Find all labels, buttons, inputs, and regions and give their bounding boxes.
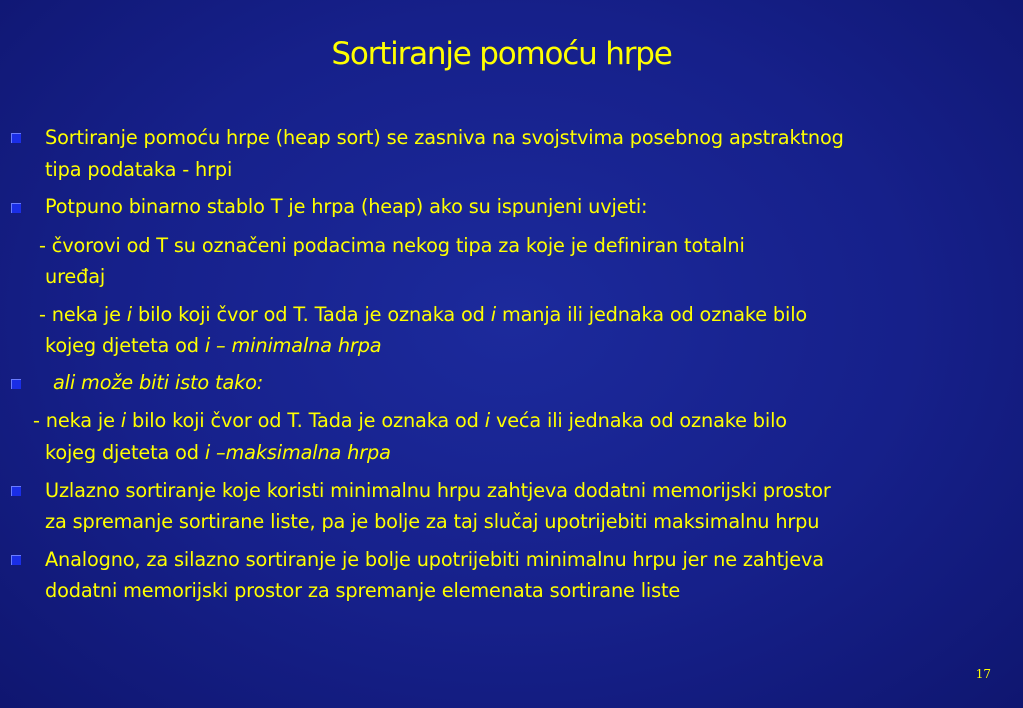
bullet-square-icon bbox=[11, 379, 21, 389]
bullet-4-line-2: za spremanje sortirane liste, pa je bolje za taj slučaj upotrijebiti maksimalnu hrpu bbox=[45, 510, 820, 533]
text-segment: veća ili jednaka od oznake bilo bbox=[489, 409, 787, 432]
bullet-5-line-2: dodatni memorijski prostor za spremanje elemenata sortirane liste bbox=[45, 579, 681, 602]
sub-item-2-line-2 bbox=[45, 331, 381, 361]
italic-variable: i bbox=[126, 303, 133, 326]
sub-item-3-line-2 bbox=[45, 438, 391, 468]
italic-term: i –maksimalna hrpa bbox=[204, 441, 391, 464]
text-segment: - neka je bbox=[33, 409, 121, 432]
bullet-1-line-2: tipa podataka - hrpi bbox=[45, 158, 233, 181]
bullet-square-icon bbox=[11, 486, 21, 496]
text-segment: bilo koji čvor od T. Tada je oznaka od bbox=[126, 409, 485, 432]
bullet-square-icon bbox=[11, 203, 21, 213]
text-segment: kojeg djeteta od bbox=[45, 441, 205, 464]
italic-variable: i bbox=[484, 409, 490, 432]
bullet-2-line-1: Potpuno binarno stablo T je hrpa (heap) ako su ispunjeni uvjeti: bbox=[45, 195, 648, 218]
text-segment: bilo koji čvor od T. Tada je oznaka od bbox=[132, 303, 491, 326]
bullet-square-icon bbox=[11, 133, 21, 143]
slide-title: Sortiranje pomoću hrpe bbox=[331, 36, 672, 72]
italic-variable: i bbox=[490, 303, 496, 326]
italic-variable: i bbox=[120, 409, 127, 432]
bullet-5-line-1: Analogno, za silazno sortiranje je bolje upotrijebiti minimalnu hrpu jer ne zahtjeva bbox=[45, 548, 824, 571]
text-segment: - neka je bbox=[39, 303, 127, 326]
bullet-4-line-1: Uzlazno sortiranje koje koristi minimalnu hrpu zahtjeva dodatni memorijski prostor bbox=[45, 479, 831, 502]
sub-item-1-line-2: uređaj bbox=[45, 265, 106, 288]
bullet-3-line-1: ali može biti isto tako: bbox=[53, 371, 264, 394]
italic-term: i – minimalna hrpa bbox=[204, 334, 382, 357]
text-segment: manja ili jednaka od oznake bilo bbox=[495, 303, 808, 326]
text-segment: kojeg djeteta od bbox=[45, 334, 205, 357]
bullet-1-line-1: Sortiranje pomoću hrpe (heap sort) se zasniva na svojstvima posebnog apstraktnog bbox=[45, 126, 844, 149]
bullet-square-icon bbox=[11, 555, 21, 565]
sub-item-2-line-1 bbox=[39, 300, 807, 330]
sub-item-3-line-1 bbox=[33, 406, 787, 436]
sub-item-1-line-1: - čvorovi od T su označeni podacima nekog tipa za koje je definiran totalni bbox=[39, 234, 745, 257]
page-number: 17 bbox=[975, 667, 991, 681]
